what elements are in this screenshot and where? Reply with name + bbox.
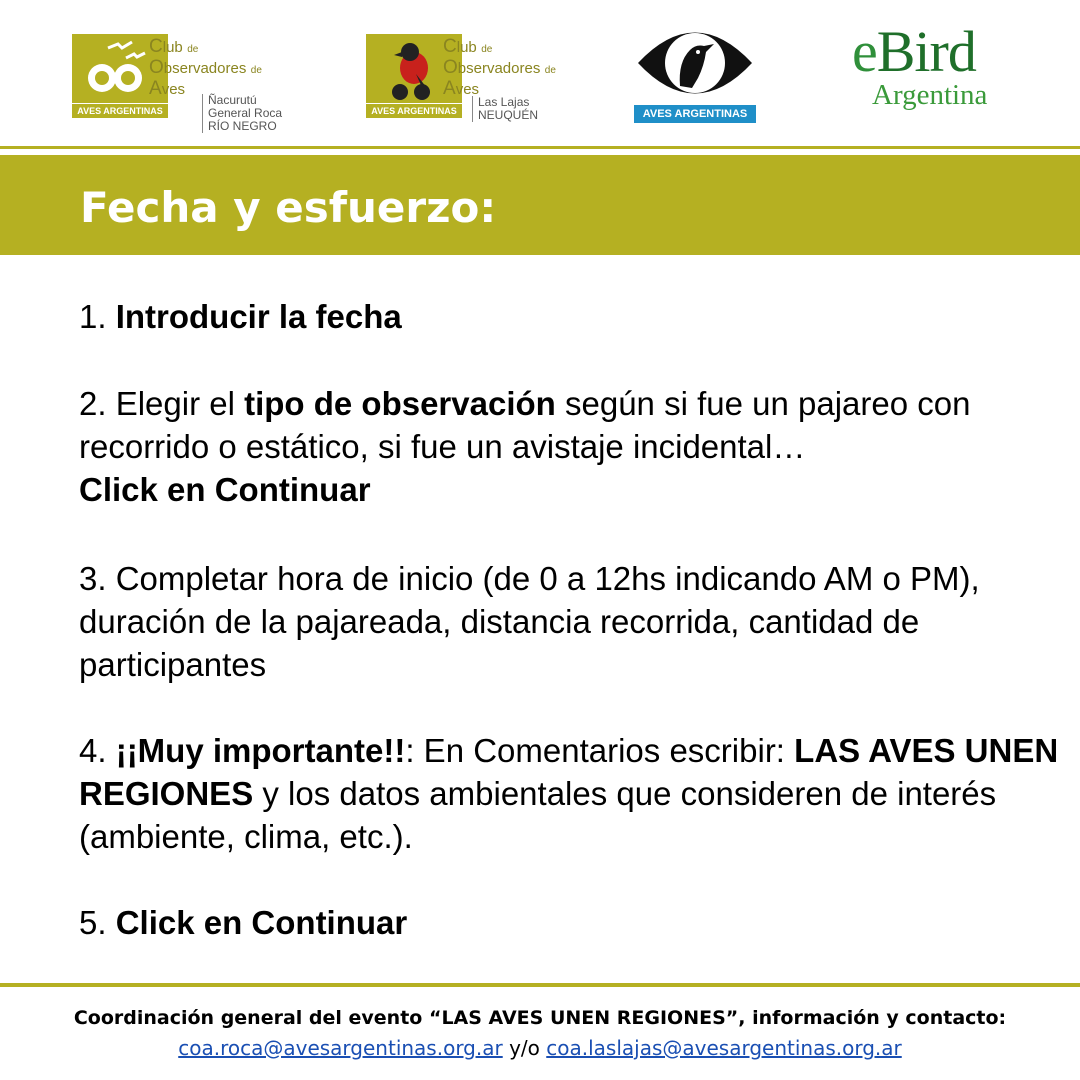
letter: O <box>443 57 458 78</box>
footer <box>0 1003 1080 1063</box>
step-3: 3. Completar hora de inicio (de 0 a 12hs indicando AM o PM), duración de la pajareada, distancia recorrida, cantidad de participantes <box>79 560 980 683</box>
ebird-e: e <box>852 19 877 84</box>
footer-contacts <box>0 1033 1080 1063</box>
word: de <box>481 44 493 55</box>
step-2 <box>79 382 1059 511</box>
ebird-country: Argentina <box>872 79 988 111</box>
word: de <box>250 65 262 76</box>
word: de <box>187 44 199 55</box>
page-title: Fecha y esfuerzo: <box>80 183 497 232</box>
footer-separator: y/o <box>502 1036 547 1060</box>
word: de <box>544 65 556 76</box>
top-divider <box>0 146 1080 149</box>
step-5 <box>79 901 407 944</box>
location-line: Las Lajas <box>478 95 530 109</box>
coa-lajas-location <box>472 96 538 122</box>
coa-lajas-bar: AVES ARGENTINAS <box>366 103 462 118</box>
step-text: 1. <box>79 298 116 335</box>
ebird-argentina-logo <box>852 19 1002 111</box>
word: bservadores <box>457 60 541 77</box>
header-band <box>0 155 1080 255</box>
coa-roca-bar: AVES ARGENTINAS <box>72 103 168 118</box>
location-line: RÍO NEGRO <box>208 119 277 133</box>
aves-argentinas-logo <box>634 22 756 124</box>
letter: A <box>443 78 456 99</box>
location-line: Ñacurutú <box>208 93 257 107</box>
coa-lajas-wordmark <box>443 36 556 99</box>
word: lub <box>162 39 183 56</box>
step-emphasis: tipo de observación <box>244 385 556 422</box>
step-4 <box>79 729 1059 858</box>
ebird-wordmark <box>852 19 1002 84</box>
step-emphasis: ¡¡Muy importante!! <box>115 732 406 769</box>
footer-title: Coordinación general del evento “LAS AVES UNEN REGIONES”, información y contacto: <box>73 1007 1007 1029</box>
letter: A <box>149 78 162 99</box>
email-link-laslajas[interactable]: coa.laslajas@avesargentinas.org.ar <box>546 1036 902 1060</box>
aves-argentinas-label: AVES ARGENTINAS <box>634 105 756 123</box>
word: ves <box>455 81 480 98</box>
coa-roca-location <box>202 94 282 133</box>
eye-bird-icon <box>634 22 756 104</box>
coa-roca-wordmark <box>149 36 262 99</box>
location-line: NEUQUÉN <box>478 108 539 122</box>
step-emphasis: Click en Continuar <box>115 904 408 941</box>
ebird-bird: Bird <box>876 19 976 84</box>
letter: C <box>443 36 457 57</box>
step-text: : En Comentarios escribir: <box>405 732 795 769</box>
step-text: 2. Elegir el <box>79 385 245 422</box>
step-text: 5. <box>79 904 116 941</box>
word: bservadores <box>163 60 247 77</box>
step-emphasis: Introducir la fecha <box>115 298 402 335</box>
bottom-divider <box>0 983 1080 987</box>
word: lub <box>456 39 477 56</box>
logo-strip <box>0 0 1080 145</box>
step-emphasis: Click en Continuar <box>79 471 371 508</box>
step-emphasis: LAS AVES UNEN REGIONES <box>79 732 1059 812</box>
step-text: 4. <box>79 732 116 769</box>
word: ves <box>161 81 186 98</box>
step-1 <box>79 295 402 338</box>
email-link-roca[interactable]: coa.roca@avesargentinas.org.ar <box>178 1036 503 1060</box>
step-text: según si fue un pajareo con recorrido o estático, si fue un avistaje incidental… <box>79 385 971 465</box>
letter: O <box>149 57 164 78</box>
location-line: General Roca <box>208 106 283 120</box>
letter: C <box>149 36 163 57</box>
step-text: y los datos ambientales que consideren de interés (ambiente, clima, etc.). <box>79 775 997 855</box>
